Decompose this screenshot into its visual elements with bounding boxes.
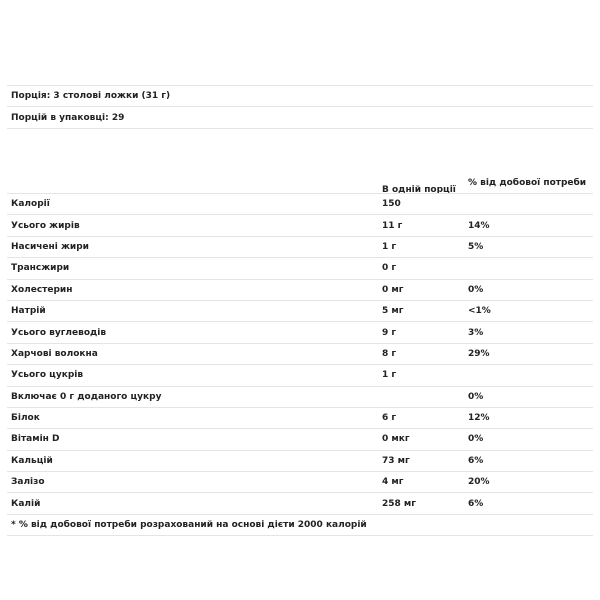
nutrient-row — [7, 364, 593, 385]
amount-per-serving-header: В одній порції — [382, 185, 456, 195]
nutrient-name: Вітамін D — [11, 434, 60, 445]
nutrient-amount: 1 г — [382, 241, 397, 252]
nutrient-row — [7, 236, 593, 257]
nutrient-row — [7, 386, 593, 407]
nutrient-name: Калій — [11, 498, 41, 509]
nutrient-row — [7, 407, 593, 428]
serving-size-row — [7, 85, 593, 106]
nutrient-amount: 73 мг — [382, 455, 410, 466]
nutrient-row — [7, 321, 593, 342]
nutrient-name: Включає 0 г доданого цукру — [11, 391, 162, 402]
nutrient-amount: 9 г — [382, 327, 397, 338]
nutrient-name: Харчові волокна — [11, 348, 98, 359]
nutrient-name: Залізо — [11, 477, 45, 488]
nutrient-daily-value: 0% — [468, 284, 484, 295]
nutrient-daily-value: 6% — [468, 455, 484, 466]
nutrition-facts-table — [7, 85, 593, 536]
nutrient-name: Калорії — [11, 199, 50, 210]
nutrient-name: Трансжири — [11, 263, 70, 274]
nutrient-daily-value: <1% — [468, 306, 491, 317]
table-header-row — [7, 128, 593, 193]
nutrient-name: Усього жирів — [11, 220, 80, 231]
nutrient-amount: 0 г — [382, 263, 397, 274]
nutrient-row — [7, 450, 593, 471]
footnote-row — [7, 514, 593, 536]
nutrient-row — [7, 471, 593, 492]
nutrient-row — [7, 257, 593, 278]
servings-per-package-row — [7, 106, 593, 128]
nutrient-daily-value: 20% — [468, 477, 490, 488]
nutrient-amount: 11 г — [382, 220, 403, 231]
nutrient-daily-value: 29% — [468, 348, 490, 359]
nutrient-daily-value: 3% — [468, 327, 484, 338]
nutrient-amount: 8 г — [382, 348, 397, 359]
nutrient-daily-value: 0% — [468, 391, 484, 402]
daily-value-header: % від добової потреби — [468, 178, 587, 188]
nutrient-row — [7, 492, 593, 513]
nutrient-amount: 6 г — [382, 413, 397, 424]
nutrient-name: Білок — [11, 413, 40, 424]
nutrient-name: Насичені жири — [11, 241, 89, 252]
nutrient-daily-value: 12% — [468, 413, 490, 424]
nutrient-amount: 0 мг — [382, 284, 404, 295]
nutrient-amount: 150 — [382, 199, 401, 210]
nutrient-name: Натрій — [11, 306, 46, 317]
nutrient-name: Усього вуглеводів — [11, 327, 107, 338]
nutrient-daily-value: 6% — [468, 498, 484, 509]
nutrient-name: Холестерин — [11, 284, 73, 295]
nutrient-amount: 258 мг — [382, 498, 416, 509]
nutrient-amount: 1 г — [382, 370, 397, 381]
nutrient-row — [7, 279, 593, 300]
nutrient-amount: 5 мг — [382, 306, 404, 317]
footnote: * % від добової потреби розрахований на основі дієти 2000 калорій — [11, 519, 367, 530]
nutrient-row — [7, 343, 593, 364]
nutrient-row — [7, 214, 593, 235]
nutrient-daily-value: 14% — [468, 220, 490, 231]
nutrient-daily-value: 0% — [468, 434, 484, 445]
nutrient-row — [7, 428, 593, 449]
nutrient-daily-value: 5% — [468, 241, 484, 252]
nutrient-name: Усього цукрів — [11, 370, 84, 381]
nutrient-name: Кальцій — [11, 455, 53, 466]
nutrient-amount: 4 мг — [382, 477, 404, 488]
nutrient-amount: 0 мкг — [382, 434, 410, 445]
nutrient-row — [7, 300, 593, 321]
nutrient-row — [7, 193, 593, 214]
serving-size: Порція: 3 столові ложки (31 г) — [11, 91, 171, 101]
servings-per-package: Порцій в упаковці: 29 — [11, 112, 125, 123]
